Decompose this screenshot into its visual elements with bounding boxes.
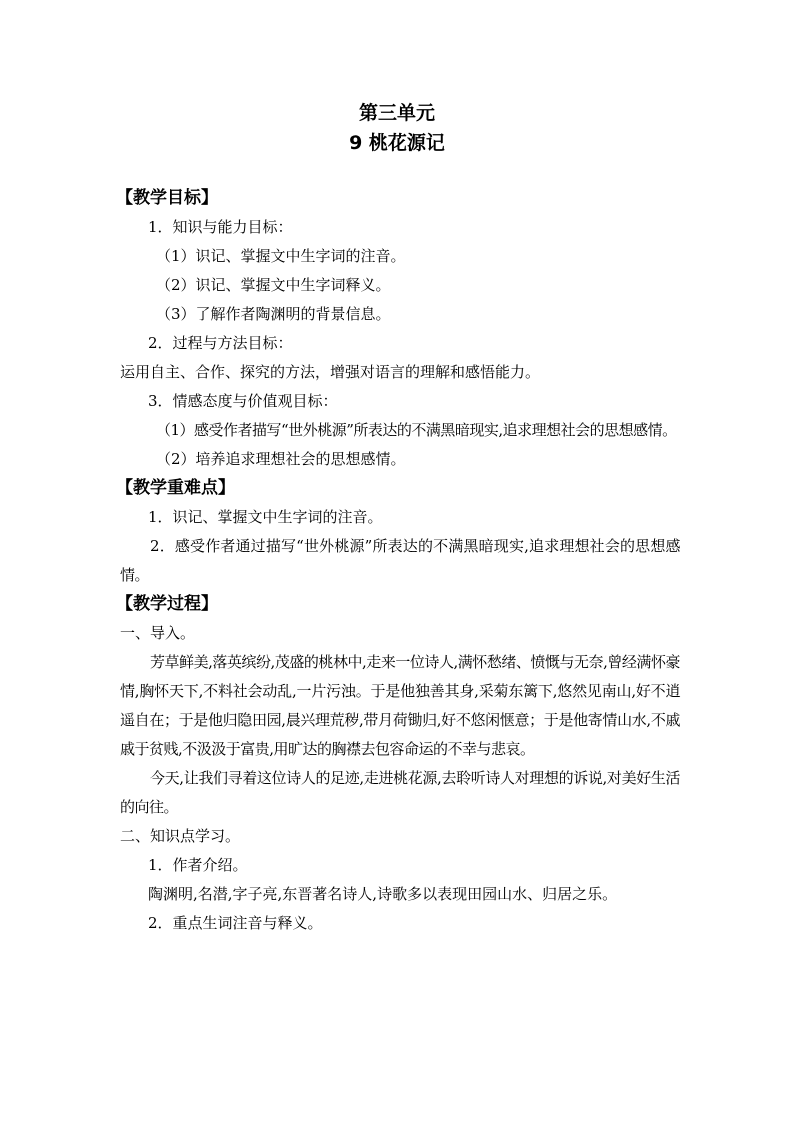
process-goal: 2．过程与方法目标：	[148, 334, 293, 352]
keypoint-2: 2．感受作者通过描写“世外桃源”所表达的不满黑暗现实,追求理想社会的思想感情。	[120, 537, 680, 584]
objectives-heading: 【教学目标】	[116, 188, 218, 208]
knowledge-item-3: （3）了解作者陶渊明的背景信息。	[156, 305, 391, 323]
intro-paragraph-2: 今天,让我们寻着这位诗人的足迹,走进桃花源,去聆听诗人对理想的诉说,对美好生活的向往。	[120, 769, 680, 816]
emotion-goal: 3．情感态度与价值观目标：	[148, 392, 338, 410]
study-title: 二、知识点学习。	[120, 827, 241, 845]
unit-title: 第三单元	[358, 102, 435, 124]
process-heading: 【教学过程】	[116, 594, 218, 614]
intro-paragraph-1: 芳草鲜美,落英缤纷,茂盛的桃林中,走来一位诗人,满怀愁绪、愤慨与无奈,曾经满怀豪情,胸怀天下,不料社会动乱,一片污浊。于是他独善其身,采菊东篱下,悠然见南山,好不逍遥自在；于是他归隐田园,晨兴理荒秽,带月荷锄归,好不悠闲惬意；于是他寄情山水,不戚戚于贫贱,不汲汲于富贵,用旷达的胸襟去包容命运的不幸与悲哀。	[120, 653, 680, 758]
vocab-title: 2．重点生词注音与释义。	[148, 914, 323, 932]
knowledge-item-1: （1）识记、掌握文中生字词的注音。	[156, 247, 406, 265]
emotion-item-2: （2）培养追求理想社会的思想感情。	[156, 450, 406, 468]
author-text: 陶渊明,名潜,字子亮,东晋著名诗人,诗歌多以表现田园山水、归居之乐。	[148, 885, 618, 903]
keypoint-1: 1．识记、掌握文中生字词的注音。	[148, 508, 383, 526]
keypoints-heading: 【教学重难点】	[116, 478, 235, 498]
author-title: 1．作者介绍。	[148, 856, 248, 874]
document-body	[116, 184, 680, 938]
knowledge-goal: 1．知识与能力目标：	[148, 218, 293, 236]
title-block	[0, 98, 794, 158]
lesson-title: 9 桃花源记	[349, 132, 445, 154]
process-item-1: 运用自主、合作、探究的方法，增强对语言的理解和感悟能力。	[120, 363, 541, 381]
intro-title: 一、导入。	[120, 624, 196, 642]
knowledge-item-2: （2）识记、掌握文中生字词释义。	[156, 276, 391, 294]
emotion-item-1: （1）感受作者描写“世外桃源”所表达的不满黑暗现实,追求理想社会的思想感情。	[156, 421, 677, 439]
